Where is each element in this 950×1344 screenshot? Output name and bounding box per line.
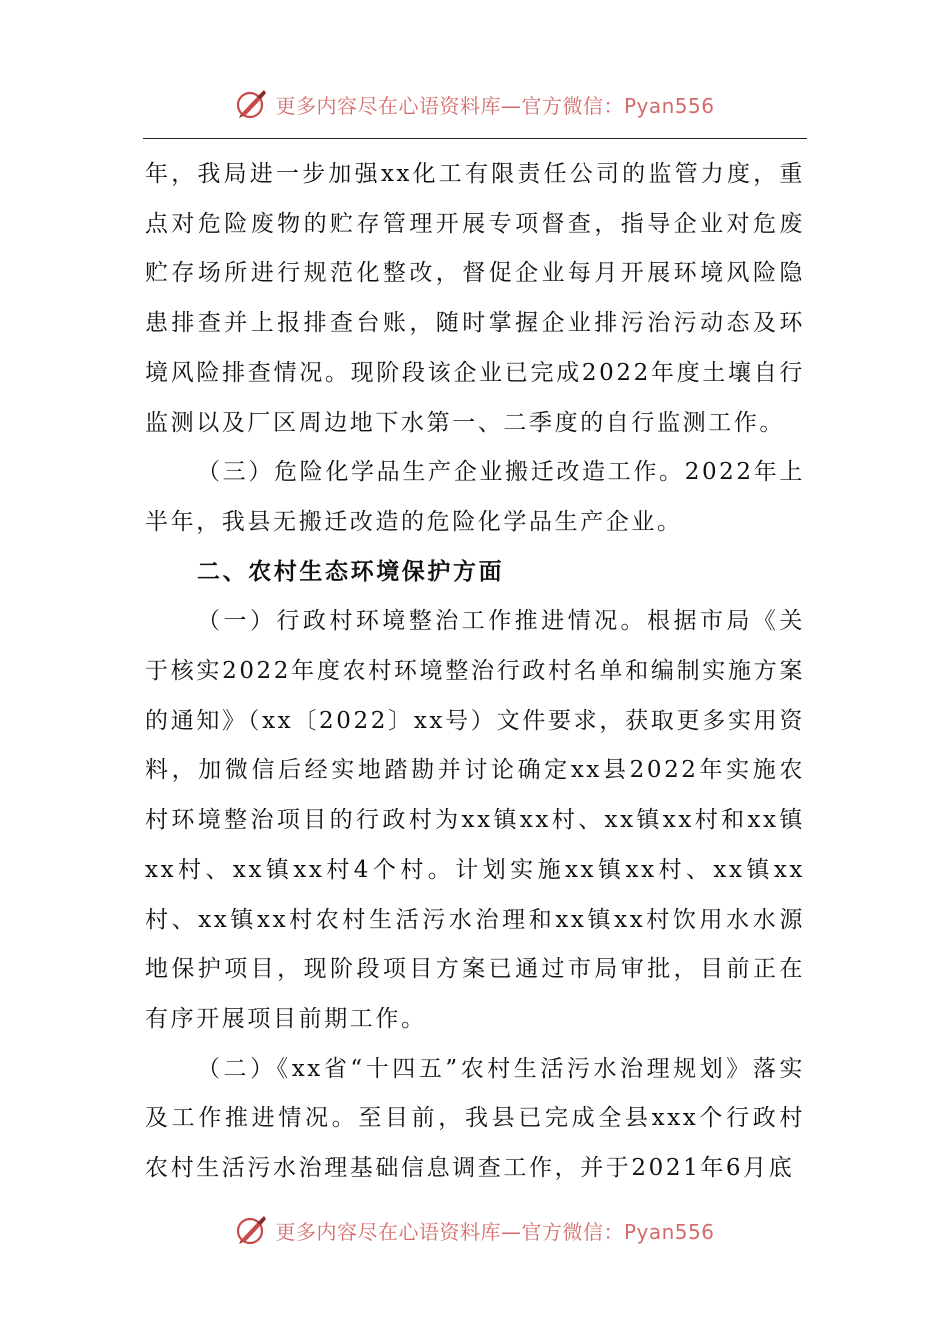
pen-logo-icon xyxy=(235,1213,269,1247)
paragraph-subsection-1: （一）行政村环境整治工作推进情况。根据市局《关于核实2022年度农村环境整治行政村名单和编制实施方案的通知》（xx〔2022〕xx号）文件要求，获取更多实用资料，加微信后经实地踏勘并讨论确定xx县2022年实施农村环境整治项目的行政村为xx镇xx村、xx镇xx村和xx镇xx村、xx镇xx村4个村。计划实施xx镇xx村、xx镇xx村、xx镇xx村农村生活污水治理和xx镇xx村饮用水水源地保护项目，现阶段项目方案已通过市局审批，目前正在有序开展项目前期工作。 xyxy=(145,608,805,1032)
pen-logo-icon xyxy=(235,87,269,121)
header-watermark-banner xyxy=(0,84,950,124)
watermark-text: 更多内容尽在心语资料库—官方微信：Pyan556 xyxy=(275,1219,715,1244)
paragraph-continuation: 年，我局进一步加强xx化工有限责任公司的监管力度，重点对危险废物的贮存管理开展专项督查，指导企业对危废贮存场所进行规范化整改，督促企业每月开展环境风险隐患排查并上报排查台账，随时掌握企业排污治污动态及环境风险排查情况。现阶段该企业已完成2022年度土壤自行监测以及厂区周边地下水第一、二季度的自行监测工作。 xyxy=(145,161,805,436)
document-body xyxy=(145,150,805,1194)
header-divider xyxy=(143,138,807,139)
section-heading: 二、农村生态环境保护方面 xyxy=(197,558,505,585)
footer-watermark-banner xyxy=(0,1210,950,1250)
paragraph-subsection-2: （二）《xx省“十四五”农村生活污水治理规划》落实及工作推进情况。至目前，我县已完成全县xxx个行政村农村生活污水治理基础信息调查工作，并于2021年6月底 xyxy=(145,1055,805,1182)
watermark-text: 更多内容尽在心语资料库—官方微信：Pyan556 xyxy=(275,93,715,118)
paragraph-section-3: （三）危险化学品生产企业搬迁改造工作。2022年上半年，我县无搬迁改造的危险化学品生产企业。 xyxy=(145,459,805,535)
